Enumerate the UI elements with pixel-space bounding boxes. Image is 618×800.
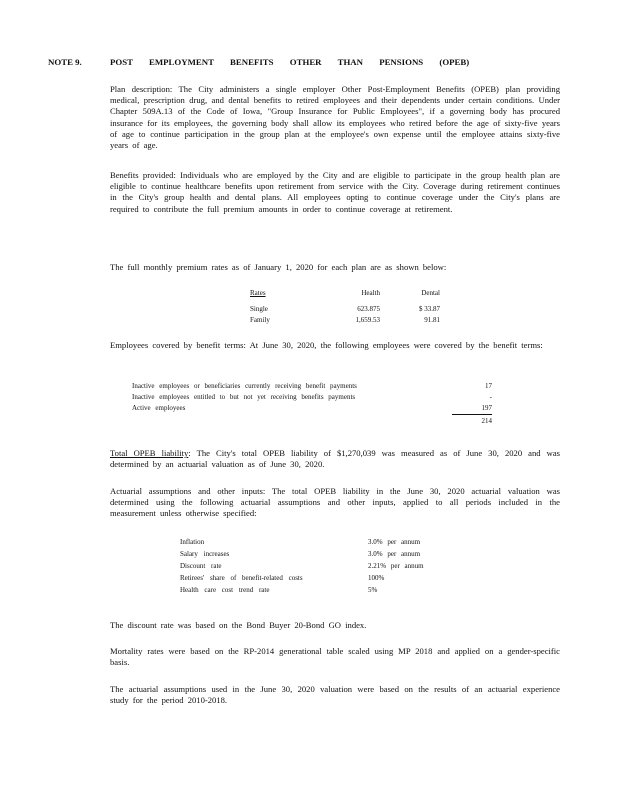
- plan-description-paragraph: Plan description: The City administers a single employer Other Post-Employment Benefits (OPEB) plan providing medical, prescription drug, and dental benefits to retired employees and their dependents under certain conditions. Under Chapter 509A.13 of the Code of Iowa, "Group Insurance for Public Employees", if a governing body has procured insurance for its employees, the governing body shall allow its employees who retired before the age of sixty-five years of age to continue participation in the group plan at the employee's own expense until the employee attains sixty-five years of age.: [110, 84, 560, 150]
- rates-header-health: Health: [361, 289, 380, 297]
- covered-label: Inactive employees entitled to but not yet receiving benefits payments: [132, 393, 356, 402]
- total-row: [132, 415, 492, 428]
- covered-label: Active employees: [132, 404, 186, 413]
- experience-study-paragraph: The actuarial assumptions used in the June 30, 2020 valuation were based on the results of an actuarial experience study for the period 2010-2018.: [110, 684, 560, 706]
- assumption-label: Salary increases: [180, 549, 230, 558]
- table-row: [132, 381, 492, 392]
- rate-dental-value: 91.81: [424, 316, 440, 325]
- employees-covered-paragraph: Employees covered by benefit terms: At June 30, 2020, the following employees were covered by the benefit terms:: [110, 340, 543, 350]
- rates-header-label: Rates: [250, 289, 266, 297]
- table-row: [250, 304, 440, 315]
- total-opeb-label: Total OPEB liability: [110, 448, 189, 458]
- rate-health-value: 623.875: [357, 305, 380, 314]
- rate-health-value: 1,659.53: [355, 316, 380, 325]
- note-number: NOTE 9.: [48, 57, 82, 67]
- assumption-label: Health care cost trend rate: [180, 585, 270, 594]
- covered-label: Inactive employees or beneficiaries currently receiving benefit payments: [132, 382, 357, 390]
- table-row: [180, 548, 468, 560]
- assumption-value: 100%: [368, 573, 385, 582]
- assumption-value: 3.0% per annum: [368, 537, 421, 546]
- rates-header-dental: Dental: [421, 289, 440, 297]
- note-title: POST EMPLOYMENT BENEFITS OTHER THAN PENSIONS (OPEB): [110, 57, 470, 67]
- table-row: [180, 584, 468, 596]
- total-opeb-text: : The City's total OPEB liability of $1,270,039 was measured as of June 30, 2020 and was determined by an actuarial valuation as of June 30, 2020.: [110, 448, 560, 470]
- covered-total: 214: [452, 415, 492, 428]
- total-opeb-paragraph: [110, 448, 560, 470]
- assumption-value: 5%: [368, 585, 378, 594]
- table-row: [132, 403, 492, 415]
- assumption-label: Discount rate: [180, 561, 222, 570]
- table-row: [180, 572, 468, 584]
- assumption-value: 2.21% per annum: [368, 561, 424, 570]
- benefits-provided-paragraph: Benefits provided: Individuals who are employed by the City and are eligible to participate in the group health plan are eligible to continue healthcare benefits upon retirement from service with the City. Coverage during retirement continues in the City's group health and dental plans. All employees opting to continue coverage under the City's plans are required to contribute the full premium amounts in order to continue coverage at retirement.: [110, 170, 560, 214]
- table-row: [132, 392, 492, 403]
- rate-dental-value: $ 33.87: [419, 305, 440, 314]
- covered-count: 197: [481, 404, 492, 413]
- assumption-label: Inflation: [180, 537, 205, 546]
- table-row: [250, 315, 440, 326]
- table-row: [180, 560, 468, 572]
- covered-count: -: [489, 393, 492, 402]
- premium-rates-table: [250, 288, 440, 326]
- rates-intro-paragraph: The full monthly premium rates as of January 1, 2020 for each plan are as shown below:: [110, 262, 447, 272]
- covered-count: 17: [485, 382, 492, 390]
- table-row: [180, 536, 468, 548]
- employees-covered-table: [132, 381, 492, 427]
- rate-plan-label: Single: [250, 305, 268, 314]
- assumption-label: Retirees' share of benefit-related costs: [180, 573, 303, 582]
- discount-rate-paragraph: The discount rate was based on the Bond Buyer 20-Bond GO index.: [110, 620, 367, 630]
- rates-header-row: [250, 288, 440, 304]
- rate-plan-label: Family: [250, 316, 270, 325]
- actuarial-paragraph: Actuarial assumptions and other inputs: The total OPEB liability in the June 30, 2020 actuarial valuation was determined using the following actuarial assumptions and other inputs, applied to all periods included in the measurement unless otherwise specified:: [110, 486, 560, 519]
- actuarial-assumptions-table: [180, 536, 468, 596]
- assumption-value: 3.0% per annum: [368, 549, 421, 558]
- mortality-paragraph: Mortality rates were based on the RP-2014 generational table scaled using MP 2018 and applied on a gender-specific basis.: [110, 646, 560, 668]
